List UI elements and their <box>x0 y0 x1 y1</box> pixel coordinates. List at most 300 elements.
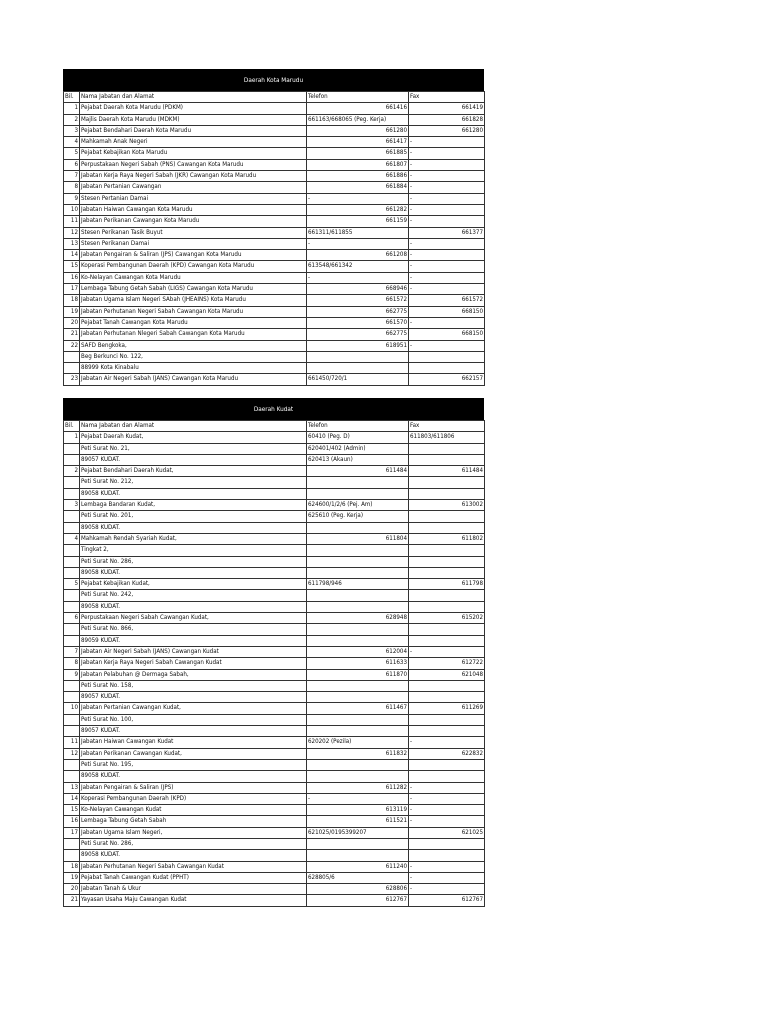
cell-name: Perpustakaan Negeri Sabah Cawangan Kudat, <box>80 613 307 624</box>
cell-fax: 622832 <box>409 748 485 759</box>
cell-telefon <box>307 771 409 782</box>
cell-fax <box>409 726 485 737</box>
table-row <box>64 351 485 362</box>
table-row <box>64 159 485 170</box>
table-row <box>64 317 485 328</box>
cell-telefon: 661416 <box>307 103 409 114</box>
cell-telefon: 621025/0195399207 <box>307 827 409 838</box>
cell-name: Jabatan Perhutanan Negeri Sabah Cawangan Kudat <box>80 861 307 872</box>
cell-name: Jabatan Tanah & Ukur <box>80 884 307 895</box>
cell-name: Peti Surat No. 100, <box>80 714 307 725</box>
table-row <box>64 567 485 578</box>
table-row <box>64 669 485 680</box>
cell-fax: 611269 <box>409 703 485 714</box>
cell-bil: 6 <box>64 159 80 170</box>
cell-fax <box>409 759 485 770</box>
cell-fax: - <box>409 884 485 895</box>
cell-telefon: 611804 <box>307 533 409 544</box>
cell-fax: 668150 <box>409 329 485 340</box>
cell-bil: 7 <box>64 646 80 657</box>
cell-telefon: 662775 <box>307 329 409 340</box>
table-row <box>64 500 485 511</box>
cell-telefon: 628948 <box>307 613 409 624</box>
cell-name: 89058 KUDAT. <box>80 567 307 578</box>
cell-telefon <box>307 567 409 578</box>
cell-fax <box>409 567 485 578</box>
cell-telefon <box>307 838 409 849</box>
cell-fax: - <box>409 238 485 249</box>
cell-fax: 661572 <box>409 295 485 306</box>
column-header-telefon: Telefon <box>307 421 409 432</box>
cell-telefon <box>307 759 409 770</box>
cell-fax <box>409 556 485 567</box>
cell-telefon: 611282 <box>307 782 409 793</box>
cell-fax: 615202 <box>409 613 485 624</box>
cell-name: Peti Surat No. 212, <box>80 477 307 488</box>
cell-name: Pejabat Daerah Kota Marudu (PDKM) <box>80 103 307 114</box>
cell-name: Jabatan Perhutanan Negeri Sabah Cawangan Kota Marudu <box>80 306 307 317</box>
cell-telefon: 611832 <box>307 748 409 759</box>
directory-table <box>63 91 485 386</box>
table-row <box>64 363 485 374</box>
cell-fax: 611798 <box>409 579 485 590</box>
cell-telefon: 611870 <box>307 669 409 680</box>
cell-telefon: 611240 <box>307 861 409 872</box>
section-kudat <box>63 398 484 907</box>
table-row <box>64 737 485 748</box>
cell-name: Koperasi Pembangunan Daerah (KPD) Cawangan Kota Marudu <box>80 261 307 272</box>
table-row <box>64 692 485 703</box>
cell-fax: - <box>409 272 485 283</box>
cell-name: Jabatan Air Negeri Sabah (JANS) Cawangan Kota Marudu <box>80 374 307 385</box>
cell-fax: 611802 <box>409 533 485 544</box>
cell-name: Koperasi Pembangunan Daerah (KPD) <box>80 793 307 804</box>
cell-telefon: 620401/402 (Admin) <box>307 443 409 454</box>
table-row <box>64 443 485 454</box>
cell-bil: 18 <box>64 861 80 872</box>
cell-fax: - <box>409 261 485 272</box>
cell-telefon <box>307 624 409 635</box>
cell-fax <box>409 692 485 703</box>
cell-telefon: 668946 <box>307 284 409 295</box>
cell-bil <box>64 680 80 691</box>
cell-bil: 16 <box>64 816 80 827</box>
table-row <box>64 579 485 590</box>
cell-bil <box>64 692 80 703</box>
section-kota-marudu <box>63 69 484 386</box>
cell-bil: 20 <box>64 317 80 328</box>
cell-fax <box>409 838 485 849</box>
table-row <box>64 748 485 759</box>
cell-bil: 2 <box>64 466 80 477</box>
cell-bil <box>64 363 80 374</box>
table-row <box>64 726 485 737</box>
cell-fax <box>409 771 485 782</box>
cell-bil: 17 <box>64 827 80 838</box>
cell-bil: 4 <box>64 533 80 544</box>
cell-bil: 15 <box>64 261 80 272</box>
cell-bil: 10 <box>64 703 80 714</box>
cell-fax <box>409 714 485 725</box>
cell-telefon: 613548/661342 <box>307 261 409 272</box>
cell-telefon: 661450/720/1 <box>307 374 409 385</box>
cell-name: 89059 KUDAT. <box>80 635 307 646</box>
cell-telefon <box>307 363 409 374</box>
cell-bil: 5 <box>64 579 80 590</box>
cell-telefon <box>307 590 409 601</box>
cell-name: 89058 KUDAT. <box>80 522 307 533</box>
cell-name: Peti Surat No. 242, <box>80 590 307 601</box>
cell-fax <box>409 522 485 533</box>
cell-name: Tingkat 2, <box>80 545 307 556</box>
cell-telefon <box>307 692 409 703</box>
table-row <box>64 216 485 227</box>
cell-fax: 613002 <box>409 500 485 511</box>
table-row <box>64 545 485 556</box>
cell-name: Jabatan Perikanan Cawangan Kota Marudu <box>80 216 307 227</box>
cell-name: Pejabat Bendahari Daerah Kudat, <box>80 466 307 477</box>
table-row <box>64 556 485 567</box>
cell-telefon: - <box>307 238 409 249</box>
cell-name: Ko-Nelayan Cawangan Kudat <box>80 805 307 816</box>
cell-fax: - <box>409 816 485 827</box>
table-row <box>64 306 485 317</box>
cell-bil: 12 <box>64 227 80 238</box>
table-row <box>64 125 485 136</box>
cell-bil: 10 <box>64 204 80 215</box>
table-row <box>64 261 485 272</box>
cell-fax: - <box>409 317 485 328</box>
table-row <box>64 805 485 816</box>
cell-telefon <box>307 556 409 567</box>
cell-fax <box>409 624 485 635</box>
cell-name: Peti Surat No. 21, <box>80 443 307 454</box>
cell-bil: 7 <box>64 171 80 182</box>
cell-bil: 19 <box>64 872 80 883</box>
cell-bil <box>64 850 80 861</box>
table-row <box>64 533 485 544</box>
cell-fax: 621048 <box>409 669 485 680</box>
cell-fax: 661419 <box>409 103 485 114</box>
cell-name: Jabatan Kerja Raya Negeri Sabah (JKR) Cawangan Kota Marudu <box>80 171 307 182</box>
cell-name: Jabatan Perikanan Cawangan Kudat, <box>80 748 307 759</box>
cell-name: Peti Surat No. 195, <box>80 759 307 770</box>
table-row <box>64 250 485 261</box>
cell-fax <box>409 680 485 691</box>
table-row <box>64 714 485 725</box>
table-row <box>64 658 485 669</box>
cell-bil: 11 <box>64 737 80 748</box>
cell-fax <box>409 511 485 522</box>
cell-telefon <box>307 680 409 691</box>
table-row <box>64 646 485 657</box>
column-header-name: Nama Jabatan dan Alamat <box>80 421 307 432</box>
cell-fax <box>409 477 485 488</box>
cell-bil: 14 <box>64 250 80 261</box>
cell-name: Peti Surat No. 286, <box>80 838 307 849</box>
table-row <box>64 466 485 477</box>
cell-fax: - <box>409 737 485 748</box>
cell-bil: 3 <box>64 500 80 511</box>
cell-bil: 16 <box>64 272 80 283</box>
cell-fax: 612767 <box>409 895 485 906</box>
cell-bil <box>64 635 80 646</box>
cell-bil: 9 <box>64 669 80 680</box>
cell-name: 89058 KUDAT. <box>80 850 307 861</box>
cell-telefon: 661208 <box>307 250 409 261</box>
cell-telefon <box>307 545 409 556</box>
cell-name: Jabatan Pelabuhan @ Dermaga Sabah, <box>80 669 307 680</box>
cell-bil: 14 <box>64 793 80 804</box>
cell-bil: 8 <box>64 658 80 669</box>
cell-bil: 19 <box>64 306 80 317</box>
cell-bil: 22 <box>64 340 80 351</box>
cell-name: Stesen Pertanian Damai <box>80 193 307 204</box>
cell-telefon: 661311/611855 <box>307 227 409 238</box>
cell-telefon: 611467 <box>307 703 409 714</box>
cell-fax: 662157 <box>409 374 485 385</box>
cell-fax: - <box>409 193 485 204</box>
table-row <box>64 590 485 601</box>
table-row <box>64 204 485 215</box>
cell-name: Peti Surat No. 158, <box>80 680 307 691</box>
column-header-bil: Bil. <box>64 421 80 432</box>
cell-telefon: 612767 <box>307 895 409 906</box>
cell-fax: - <box>409 171 485 182</box>
cell-name: Peti Surat No. 201, <box>80 511 307 522</box>
cell-telefon: 60410 (Peg. D) <box>307 432 409 443</box>
cell-fax: - <box>409 340 485 351</box>
cell-bil: 6 <box>64 613 80 624</box>
cell-fax: 611803/611806 <box>409 432 485 443</box>
cell-telefon: 611521 <box>307 816 409 827</box>
table-row <box>64 432 485 443</box>
cell-name: Lembaga Tabung Getah Sabah (LIGS) Cawangan Kota Marudu <box>80 284 307 295</box>
column-header-row <box>64 92 485 103</box>
cell-name: Pejabat Kebajikan Kudat, <box>80 579 307 590</box>
cell-fax <box>409 363 485 374</box>
cell-telefon: 628805/6 <box>307 872 409 883</box>
cell-name: Jabatan Pertanian Cawangan Kudat, <box>80 703 307 714</box>
cell-name: Jabatan Ugama Islam Negeri, <box>80 827 307 838</box>
cell-bil: 3 <box>64 125 80 136</box>
cell-telefon: 620202 (Pezila) <box>307 737 409 748</box>
table-row <box>64 680 485 691</box>
cell-bil <box>64 601 80 612</box>
table-row <box>64 522 485 533</box>
table-row <box>64 872 485 883</box>
cell-name: Jabatan Haiwan Cawangan Kota Marudu <box>80 204 307 215</box>
cell-telefon: 661570 <box>307 317 409 328</box>
table-row <box>64 137 485 148</box>
cell-fax <box>409 443 485 454</box>
table-row <box>64 284 485 295</box>
cell-fax: - <box>409 782 485 793</box>
table-row <box>64 488 485 499</box>
cell-telefon: 661572 <box>307 295 409 306</box>
table-row <box>64 227 485 238</box>
table-row <box>64 329 485 340</box>
cell-fax: 612722 <box>409 658 485 669</box>
cell-bil: 13 <box>64 782 80 793</box>
cell-bil <box>64 590 80 601</box>
column-header-bil: Bil. <box>64 92 80 103</box>
cell-bil <box>64 567 80 578</box>
cell-name: Mahkamah Rendah Syariah Kudat, <box>80 533 307 544</box>
section-title: Daerah Kudat <box>63 398 484 420</box>
cell-telefon: 661884 <box>307 182 409 193</box>
cell-bil: 1 <box>64 432 80 443</box>
cell-bil <box>64 771 80 782</box>
cell-fax <box>409 601 485 612</box>
table-row <box>64 148 485 159</box>
cell-fax: 621025 <box>409 827 485 838</box>
cell-bil: 4 <box>64 137 80 148</box>
cell-name: Jabatan Pertanian Cawangan <box>80 182 307 193</box>
cell-bil <box>64 351 80 362</box>
cell-fax: 661377 <box>409 227 485 238</box>
cell-telefon <box>307 601 409 612</box>
cell-telefon <box>307 850 409 861</box>
cell-bil <box>64 488 80 499</box>
section-title: Daerah Kota Marudu <box>63 69 484 91</box>
table-row <box>64 374 485 385</box>
table-row <box>64 454 485 465</box>
cell-name: Yayasan Usaha Maju Cawangan Kudat <box>80 895 307 906</box>
table-body <box>64 421 485 907</box>
table-body <box>64 92 485 386</box>
cell-name: Majlis Daerah Kota Marudu (MDKM) <box>80 114 307 125</box>
cell-telefon: 611633 <box>307 658 409 669</box>
cell-bil: 12 <box>64 748 80 759</box>
cell-bil: 18 <box>64 295 80 306</box>
cell-telefon: 625610 (Peg. Kerja) <box>307 511 409 522</box>
table-row <box>64 771 485 782</box>
cell-bil <box>64 726 80 737</box>
cell-telefon: 613119 <box>307 805 409 816</box>
table-row <box>64 601 485 612</box>
cell-bil: 21 <box>64 329 80 340</box>
cell-telefon <box>307 635 409 646</box>
cell-name: Pejabat Daerah Kudat, <box>80 432 307 443</box>
column-header-telefon: Telefon <box>307 92 409 103</box>
cell-telefon: 661886 <box>307 171 409 182</box>
cell-telefon: 618951 <box>307 340 409 351</box>
cell-fax: - <box>409 805 485 816</box>
cell-bil <box>64 714 80 725</box>
cell-bil <box>64 522 80 533</box>
cell-fax: 661280 <box>409 125 485 136</box>
cell-name: 89057 KUDAT. <box>80 692 307 703</box>
cell-name: 89057 KUDAT. <box>80 726 307 737</box>
cell-bil <box>64 759 80 770</box>
cell-bil: 9 <box>64 193 80 204</box>
cell-name: Stesen Perikanan Damai <box>80 238 307 249</box>
table-row <box>64 477 485 488</box>
column-header-fax: Fax <box>409 421 485 432</box>
cell-fax: - <box>409 872 485 883</box>
cell-name: Peti Surat No. 866, <box>80 624 307 635</box>
cell-name: Pejabat Tanah Cawangan Kota Marudu <box>80 317 307 328</box>
table-row <box>64 103 485 114</box>
cell-bil: 20 <box>64 884 80 895</box>
cell-name: Jabatan Perhutanan Nlegeri Sabah Cawangan Kota Marudu <box>80 329 307 340</box>
cell-name: 88999 Kota Kinabalu <box>80 363 307 374</box>
cell-name: Pejabat Bendahari Daerah Kota Marudu <box>80 125 307 136</box>
cell-name: Peti Surat No. 286, <box>80 556 307 567</box>
cell-telefon: 661885 <box>307 148 409 159</box>
cell-telefon: 624600/1/2/6 (Pej. Am) <box>307 500 409 511</box>
cell-bil: 21 <box>64 895 80 906</box>
cell-fax: - <box>409 159 485 170</box>
table-row <box>64 238 485 249</box>
cell-name: Beg Berkunci No. 122, <box>80 351 307 362</box>
table-row <box>64 816 485 827</box>
cell-bil <box>64 511 80 522</box>
cell-name: Jabatan Pengairan & Saliran (JPS) Cawangan Kota Marudu <box>80 250 307 261</box>
cell-name: Jabatan Air Negeri Sabah (JANS) Cawangan Kudat <box>80 646 307 657</box>
table-row <box>64 171 485 182</box>
cell-telefon: - <box>307 193 409 204</box>
table-row <box>64 295 485 306</box>
cell-bil: 5 <box>64 148 80 159</box>
cell-fax: 661828 <box>409 114 485 125</box>
cell-name: Lembaga Tabung Getah Sabah <box>80 816 307 827</box>
table-row <box>64 782 485 793</box>
cell-telefon: 661159 <box>307 216 409 227</box>
cell-name: Stesen Perikanan Tasik Buyut <box>80 227 307 238</box>
cell-bil <box>64 477 80 488</box>
cell-name: Pejabat Tanah Cawangan Kudat (PPHT) <box>80 872 307 883</box>
cell-fax: - <box>409 646 485 657</box>
cell-fax: - <box>409 137 485 148</box>
cell-name: Jabatan Pengairan & Saliran (JPS) <box>80 782 307 793</box>
cell-bil: 13 <box>64 238 80 249</box>
cell-telefon: 611798/946 <box>307 579 409 590</box>
table-row <box>64 861 485 872</box>
cell-telefon <box>307 488 409 499</box>
cell-bil: 15 <box>64 805 80 816</box>
cell-telefon: - <box>307 793 409 804</box>
cell-telefon: 661163/668065 (Peg. Kerja) <box>307 114 409 125</box>
table-row <box>64 850 485 861</box>
cell-name: 89057 KUDAT. <box>80 454 307 465</box>
cell-fax: - <box>409 284 485 295</box>
table-row <box>64 759 485 770</box>
cell-bil <box>64 545 80 556</box>
column-header-row <box>64 421 485 432</box>
cell-telefon: 661417 <box>307 137 409 148</box>
table-row <box>64 114 485 125</box>
table-row <box>64 793 485 804</box>
cell-bil: 8 <box>64 182 80 193</box>
cell-telefon: 661282 <box>307 204 409 215</box>
cell-name: 89058 KUDAT. <box>80 601 307 612</box>
table-row <box>64 182 485 193</box>
cell-name: 89058 KUDAT. <box>80 771 307 782</box>
table-row <box>64 895 485 906</box>
cell-name: Perpustakaan Negeri Sabah (PNS) Cawangan Kota Marudu <box>80 159 307 170</box>
cell-fax <box>409 545 485 556</box>
table-row <box>64 703 485 714</box>
cell-bil: 23 <box>64 374 80 385</box>
cell-bil <box>64 443 80 454</box>
cell-telefon: 661807 <box>307 159 409 170</box>
cell-fax <box>409 635 485 646</box>
table-row <box>64 838 485 849</box>
cell-fax <box>409 850 485 861</box>
cell-bil: 2 <box>64 114 80 125</box>
